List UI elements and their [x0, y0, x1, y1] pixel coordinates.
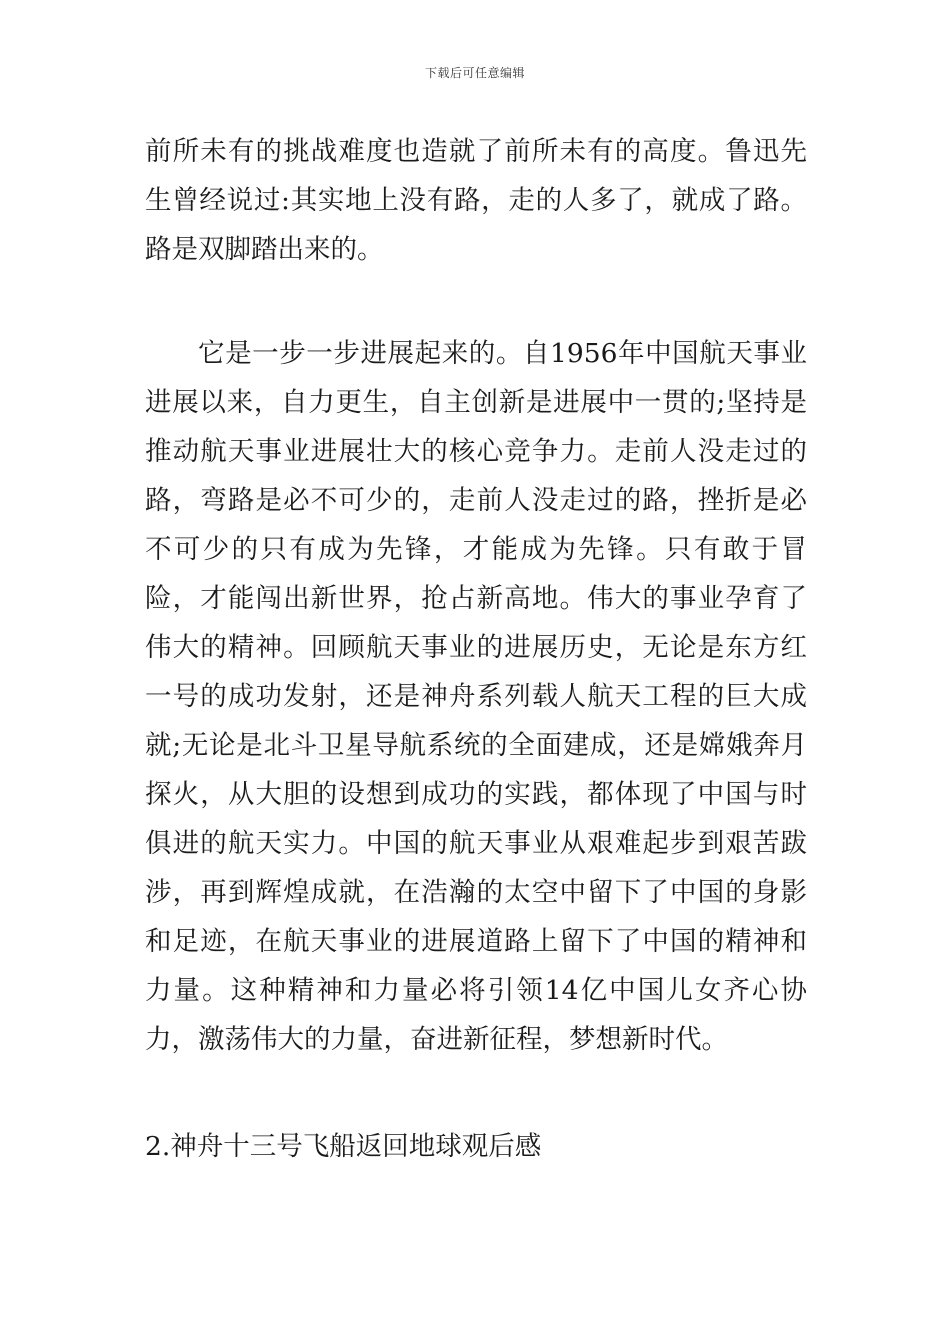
paragraph-main: 它是一步一步进展起来的。自1956年中国航天事业进展以来，自力更生，自主创新是进展中一贯的;坚持是推动航天事业进展壮大的核心竞争力。走前人没走过的路，弯路是必不可少的，走前人没走过的路，挫折是必不可少的只有成为先锋，才能成为先锋。只有敢于冒险，才能闯出新世界，抢占新高地。伟大的事业孕育了伟大的精神。回顾航天事业的进展历史，无论是东方红一号的成功发射，还是神舟系列载人航天工程的巨大成就;无论是北斗卫星导航系统的全面建成，还是嫦娥奔月探火，从大胆的设想到成功的实践，都体现了中国与时俱进的航天实力。中国的航天事业从艰难起步到艰苦跋涉，再到辉煌成就，在浩瀚的太空中留下了中国的身影和足迹，在航天事业的进展道路上留下了中国的精神和力量。这种精神和力量必将引领14亿中国儿女齐心协力，激荡伟大的力量，奋进新征程，梦想新时代。 — [145, 338, 807, 1055]
page-header-note: 下载后可任意编辑 — [424, 66, 525, 80]
section-heading: 2.神舟十三号飞船返回地球观后感 — [145, 1131, 542, 1162]
paragraph-intro: 前所未有的挑战难度也造就了前所未有的高度。鲁迅先生曾经说过:其实地上没有路，走的人多了，就成了路。路是双脚踏出来的。 — [145, 136, 807, 265]
